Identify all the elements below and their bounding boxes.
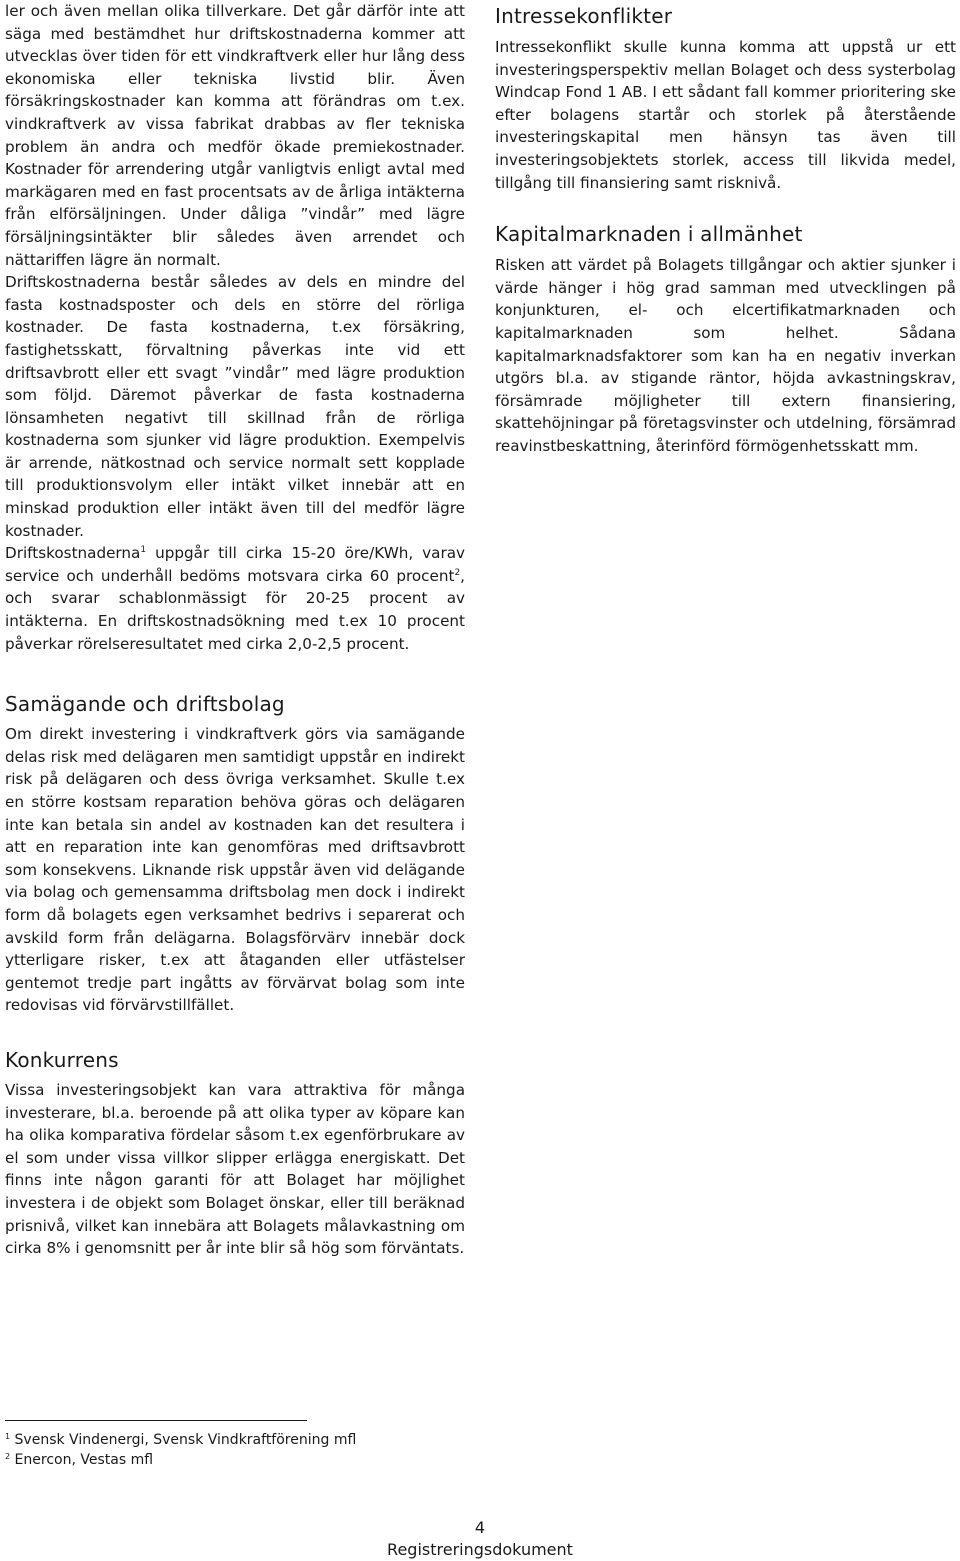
- footnote-ref-1: 1: [140, 545, 147, 556]
- footnote-2: [5, 1451, 153, 1469]
- footnote-ref-2: 2: [454, 567, 461, 578]
- section-heading-konkurrens: Konkurrens: [5, 1047, 119, 1072]
- section-heading-kapitalmarknaden: Kapitalmarknaden i allmänhet: [495, 222, 803, 247]
- section-heading-intressekonflikter: Intressekonflikter: [495, 4, 673, 28]
- intro-p3-text-a: Driftskostnaderna: [5, 544, 141, 563]
- footnote-marker-2: 2: [5, 1452, 11, 1461]
- footnote-marker-1: 1: [5, 1432, 11, 1441]
- section-body-kapitalmarknaden: Risken att värdet på Bolagets tillgångar och aktier sjunker i värde hänger i hög grad samman med utvecklingen på konjunkturen, el- och elcertifikatmarknaden och kapitalmarknaden som helhet. Sådana kapitalmarknadsfaktorer som kan ha en negativ inverkan utgörs bl.a. av stigande räntor, höjda avkastningskrav, försämrade möjligheter till extern finansiering, skattehöjningar på företagsvinster och utdelning, försämrad reavinstbeskattning, återinförd förmögenhetsskatt mm.: [495, 256, 956, 455]
- intro-paragraph-1: ler och även mellan olika tillverkare. Det går därför inte att säga med bestämdhet hur driftskostnaderna kommer att utvecklas över tiden för ett vindkraftverk eller hur lång dess ekonomiska eller tekniska livstid blir. Även försäkringskostnader kan komma att förändras om t.ex. vindkraftverk av vissa fabrikat drabbas av fler tekniska problem än andra och medför ökade premiekostnader. Kostnader för arrendering utgår vanligtvis enligt avtal med markägaren med en fast procentsats av de årliga intäkterna från elförsäljningen. Under dåliga ”vindår” med lägre försäljningsintäkter blir således även arrendet och nättariffen lägre än normalt.: [5, 2, 465, 269]
- document-label: Registreringsdokument: [387, 1540, 573, 1559]
- intro-p3-text-b: uppgår till cirka 15-20 öre/KWh, varav service och underhåll bedöms motsvara cirka 60 procent: [5, 544, 465, 585]
- page-number: 4: [474, 1518, 486, 1537]
- intro-p3-text-c: , och svarar schablonmässigt för 20-25 procent av intäkterna. En driftskostnadsökning med t.ex 10 procent påverkar rörelseresultatet med cirka 2,0-2,5 procent.: [5, 566, 465, 653]
- footnote-divider: [5, 1420, 307, 1421]
- section-heading-samagande: Samägande och driftsbolag: [5, 692, 285, 717]
- footnote-text-2: Enercon, Vestas mfl: [10, 1452, 154, 1468]
- right-column: [495, 0, 956, 458]
- footnote-1: [5, 1431, 356, 1449]
- intro-paragraph-3: [5, 542, 465, 655]
- left-column: [5, 0, 465, 1260]
- section-body-konkurrens: Vissa investeringsobjekt kan vara attraktiva för många investerare, bl.a. beroende på att olika typer av köpare kan ha olika komparativa fördelar såsom t.ex egenförbrukare av el som under vissa villkor slipper erlägga energiskatt. Det finns inte någon garanti för att Bolaget har möjlighet investera i de objekt som Bolaget önskar, eller till beräknad prisnivå, vilket kan innebära att Bolagets målavkastning om cirka 8% i genomsnitt per år inte blir så hög som förväntats.: [5, 1080, 465, 1258]
- footnote-text-1: Svensk Vindenergi, Svensk Vindkraftförening mfl: [10, 1432, 357, 1448]
- intro-paragraph-2: Driftskostnaderna består således av dels en mindre del fasta kostnadsposter och dels en större del rörliga kostnader. De fasta kostnaderna, t.ex försäkring, fastighetsskatt, förvaltning påverkas inte vid ett driftsavbrott eller ett svagt ”vindår” med lägre produktion som följd. Däremot påverkar de fasta kostnaderna lönsamheten negativt till skillnad från de rörliga kostnaderna som sjunker vid lägre produktion. Exempelvis är arrende, nätkostnad och service normalt sett kopplade till produktionsvolym eller intäkt vilket innebär att en minskad produktion eller intäkt även till del medför lägre kostnader.: [5, 273, 465, 540]
- section-body-intressekonflikter: Intressekonflikt skulle kunna komma att uppstå ur ett investeringsperspektiv mellan Bolaget och dess systerbolag Windcap Fond 1 AB. I ett sådant fall kommer prioritering ske efter bolagens startår och storlek på återstående investeringskapital men hänsyn tas även till investeringsobjektets storlek, access till likvida medel, tillgång till finansiering samt risknivå.: [495, 38, 956, 192]
- section-body-samagande: Om direkt investering i vindkraftverk görs via samägande delas risk med delägaren men samtidigt uppstår en indirekt risk på delägaren och dess övriga verksamhet. Skulle t.ex en större kostsam reparation behöva göras och delägaren inte kan betala sin andel av kostnaden kan det resultera i att en reparation inte kan genomföras med driftsavbrott som konsekvens. Liknande risk uppstår även vid delägande via bolag och gemensamma driftsbolag men dock i indirekt form då bolagets egen verksamhet bedrivs i separerat och avskild form från delägarna. Bolagsförvärv innebär dock ytterligare risker, t.ex att åtaganden eller utfästelser gentemot tredje part ingåtts av förvärvat bolag som inte redovisas vid förvärvstillfället.: [5, 725, 465, 1015]
